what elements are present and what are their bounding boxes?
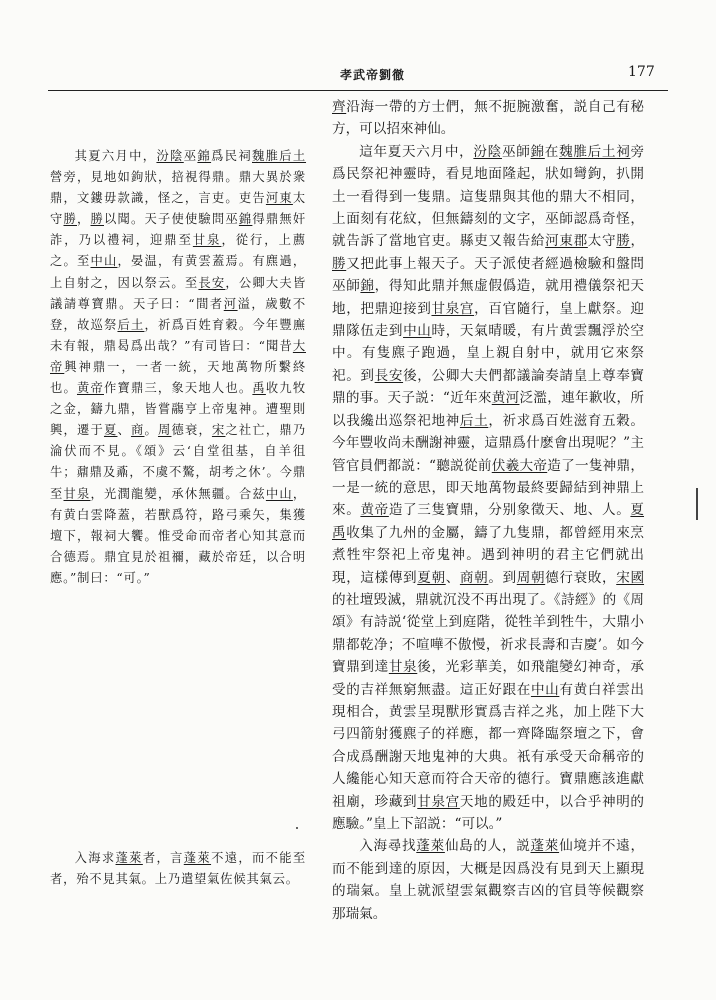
proper-noun: 夏: [103, 423, 118, 438]
proper-noun: 錦: [530, 143, 545, 160]
text-run: ，得知此鼎并無虚假僞造，就用禮儀祭祀天地，把鼎迎接到: [332, 278, 645, 317]
text-run: 收集了九州的金屬，鑄了九隻鼎，都曾經用來烹煮牲牢祭祀上帝鬼神。遇到神明的君主它們就出現，這樣傳到: [332, 524, 645, 586]
proper-noun: 長安: [198, 275, 226, 290]
text-run: ，有黄白雲降蓋，若獸爲符，路弓乘矢，集獲壇下，報祠大饗。惟受命而帝者心知其意而合德焉。鼎宜見於祖禰，藏於帝廷，以合明應。”制曰：“可。”: [50, 486, 306, 585]
proper-noun: 錦: [197, 149, 212, 163]
proper-noun: 中山: [530, 681, 560, 698]
proper-noun: 夏朝: [417, 569, 446, 586]
text-run: 爲民祠: [211, 149, 252, 163]
text-run: 後，光彩華美，如飛龍變幻神奇，承受的吉祥無窮無盡。這正好跟在: [332, 659, 645, 698]
proper-noun: 勝: [63, 212, 77, 227]
text-run: 者，言: [142, 851, 184, 865]
text-run: 得鼎無奸詐，乃以禮祠，迎鼎至: [50, 212, 306, 248]
text-run: 仙境并不遠，而不能到達的原因，大概是因爲没有見到天上顯現的瑞氣。皇上就派望雲氣觀察吉凶的官員等候觀察那瑞氣。: [332, 838, 645, 922]
proper-noun: 宋國: [616, 569, 645, 586]
text-run: ，百官隨行，皇上獻祭。迎鼎隊伍走到: [332, 300, 645, 340]
classical-paragraph-penglai: [50, 848, 306, 890]
text-run: 入海求: [74, 851, 116, 865]
text-run: 沿海一帶的方士們，無不扼腕激奮，説自己有秘方，可以招來神仙。: [332, 99, 645, 138]
text-run: ，從行，上薦之。至: [50, 233, 306, 269]
text-run: 太守: [50, 191, 306, 227]
text-run: 其夏六月中，: [74, 149, 157, 163]
text-run: 這年夏天六月中，: [359, 143, 474, 160]
proper-noun: 甘泉: [388, 659, 418, 676]
text-run: 不遠，而不能至者，殆不見其氣。上乃遣望氣佐候其氣云。: [50, 851, 307, 887]
proper-noun: 勝: [616, 233, 631, 250]
margin-dot: [296, 827, 298, 829]
proper-noun: 齊: [332, 99, 347, 115]
text-run: 作寶鼎三，象天地人也。: [103, 381, 253, 396]
proper-noun: 蓬萊: [530, 838, 560, 855]
text-run: ，: [77, 212, 91, 227]
text-run: ，祈爲百姓育穀。今年豐廡未有報，鼎曷爲出哉？”有司皆曰：“聞昔: [50, 317, 306, 353]
proper-noun: 勝: [332, 255, 347, 272]
translation-column: [332, 96, 644, 925]
proper-noun: 黄帝: [76, 381, 104, 396]
proper-noun: 甘泉宫: [417, 793, 460, 810]
text-run: ，晏温，有黄雲蓋焉。有麃過，上自射之，因以祭云。至: [50, 254, 306, 290]
text-run: 的社壇毁滅，鼎就沉没不再出現了。《詩經》的《周頌》有詩説‘從堂上到庭階，從牲羊到牲牛，大鼎小鼎都乾净；不喧嘩不傲慢，祈求長壽和吉慶’。如今寶鼎到達: [332, 591, 644, 676]
text-run: 仙島的人，説: [444, 838, 531, 855]
classical-text-main: [50, 146, 306, 589]
proper-noun: 蓬萊: [416, 838, 445, 855]
classical-paragraph: [50, 146, 306, 589]
proper-noun: 黄帝: [360, 502, 389, 519]
translation-paragraph-3: [332, 835, 644, 925]
proper-noun: 蓬萊: [115, 851, 143, 865]
text-run: 興神鼎一，一者一統，天地萬物所繫終也。: [50, 359, 306, 396]
header-rule: [48, 90, 668, 91]
text-run: 巫: [183, 149, 198, 163]
proper-noun: 魏脽后土: [252, 149, 307, 163]
proper-noun: 宋: [211, 423, 226, 438]
proper-noun: 中山: [90, 254, 118, 269]
text-run: ，公卿大夫皆議請尊寶鼎。天子曰：“間者: [50, 275, 306, 311]
text-run: 之社亡，鼎乃淪伏而不見。《頌》云‘自堂徂基，自羊徂牛；鼐鼎及鼒，不虞不驁，胡考之休’。今鼎至: [50, 423, 306, 501]
text-run: 。: [144, 423, 158, 438]
text-run: 溢，歲數不登，故巡祭: [50, 296, 306, 332]
proper-noun: 錦: [360, 278, 375, 295]
text-run: 造了三隻寶鼎，分别象徵天、地、人。: [388, 502, 631, 519]
proper-noun: 黄河: [491, 390, 520, 407]
text-run: ，祈求爲百姓滋育五穀。今年豐收尚未酬謝神靈，這鼎爲什麽會出現呢？”主管官員們都説：“聽説從前: [332, 412, 645, 474]
proper-noun: 河東郡: [545, 233, 588, 250]
text-run: 旁爲民祭祀神靈時，看見地面隆起，狀如彎鉤，扒開土一看得到一隻鼎。這隻鼎與其他的鼎大不相同，上面刻有花紋，但無鑄刻的文字，巫師認爲奇怪，就告訴了當地官吏。縣吏又報告給: [332, 143, 645, 250]
translation-paragraph-2: [332, 141, 644, 836]
text-run: 以聞。天子使使驗問巫: [104, 212, 239, 227]
proper-noun: 夏禹: [332, 502, 645, 541]
proper-noun: 河: [223, 296, 238, 311]
text-run: 後，公卿大夫們都議論奏請皇上尊奉寶鼎的事。天子説：“近年來: [332, 367, 645, 407]
proper-noun: 祠: [616, 143, 631, 160]
page-number: 177: [628, 64, 655, 80]
proper-noun: 勝: [90, 212, 104, 227]
text-run: 收九牧之金，鑄九鼎，皆嘗鬺亨上帝鬼神。遭聖則興，遷于: [50, 381, 306, 438]
text-run: 在: [544, 143, 560, 160]
proper-noun: 甘泉宫: [431, 300, 475, 317]
text-run: 德行衰敗，: [545, 569, 617, 586]
proper-noun: 甘泉: [63, 486, 91, 501]
text-run: 營旁，見地如鉤狀，掊視得鼎。鼎大異於衆鼎，文鏤毋款識，怪之，言吏。吏告: [50, 170, 306, 206]
classical-text-note: [50, 848, 306, 890]
text-run: 、: [445, 569, 460, 586]
proper-noun: 商朝: [459, 569, 489, 586]
proper-noun: 錦: [238, 212, 253, 227]
text-run: 時，天氣晴暖，有片黄雲飄浮於空中。有隻麃子跑過，皇上親自射中，就用它來祭祀。到: [332, 323, 645, 384]
text-run: 造了一隻神鼎，一是一統的意思，即天地萬物最終要歸結到神鼎上來。: [332, 457, 645, 519]
text-run: ，: [630, 233, 645, 250]
proper-noun: 河東: [265, 191, 293, 206]
proper-noun: 周朝: [516, 569, 546, 586]
proper-noun: 商: [130, 423, 145, 438]
text-run: ，光潤龍變，承休無疆。合兹: [90, 486, 266, 501]
running-title: 孝武帝劉徹: [340, 68, 406, 82]
proper-noun: 后土: [459, 412, 489, 429]
text-run: 入海尋找: [359, 838, 417, 855]
text-run: 天地的殿廷中，以合乎神明的應驗。”皇上下詔説：“可以。”: [332, 793, 645, 832]
text-run: 巫師: [501, 143, 531, 160]
text-run: 、: [117, 423, 131, 438]
proper-noun: 大帝: [50, 338, 306, 374]
text-run: 德衰，: [171, 423, 212, 438]
proper-noun: 中山: [265, 486, 293, 501]
page-header: [48, 0, 668, 100]
proper-noun: 后土: [117, 317, 145, 332]
text-run: 。到: [488, 569, 517, 586]
margin-mark: [696, 488, 698, 520]
text-run: 又把此事上報天子。天子派使者經過檢驗和盤問巫師: [332, 255, 645, 295]
proper-noun: 汾陰: [473, 143, 502, 160]
proper-noun: 伏羲大帝: [491, 457, 548, 474]
translation-paragraph-1: [332, 96, 644, 141]
proper-noun: 汾陰: [156, 149, 184, 163]
text-run: 太守: [587, 233, 617, 250]
proper-noun: 中山: [403, 323, 432, 340]
proper-noun: 魏脽后土: [559, 143, 617, 160]
proper-noun: 長安: [374, 367, 404, 384]
proper-noun: 蓬萊: [183, 851, 212, 865]
proper-noun: 周: [157, 423, 172, 438]
text-run: 泛濫，連年歉收，所以我纔出巡祭祀地神: [332, 390, 645, 429]
text-run: 有黄白祥雲出現相合，黄雲呈現獸形實爲吉祥之兆，加上陛下大弓四箭射獲麃子的祥應，都一齊降臨祭壇之下，會合成爲酬謝天地鬼神的大典。衹有承受天命稱帝的人纔能心知天意而符合天帝的德行。寶鼎應該進獻祖廟，珍藏到: [332, 681, 645, 810]
proper-noun: 禹: [252, 381, 266, 396]
proper-noun: 甘泉: [192, 233, 222, 248]
